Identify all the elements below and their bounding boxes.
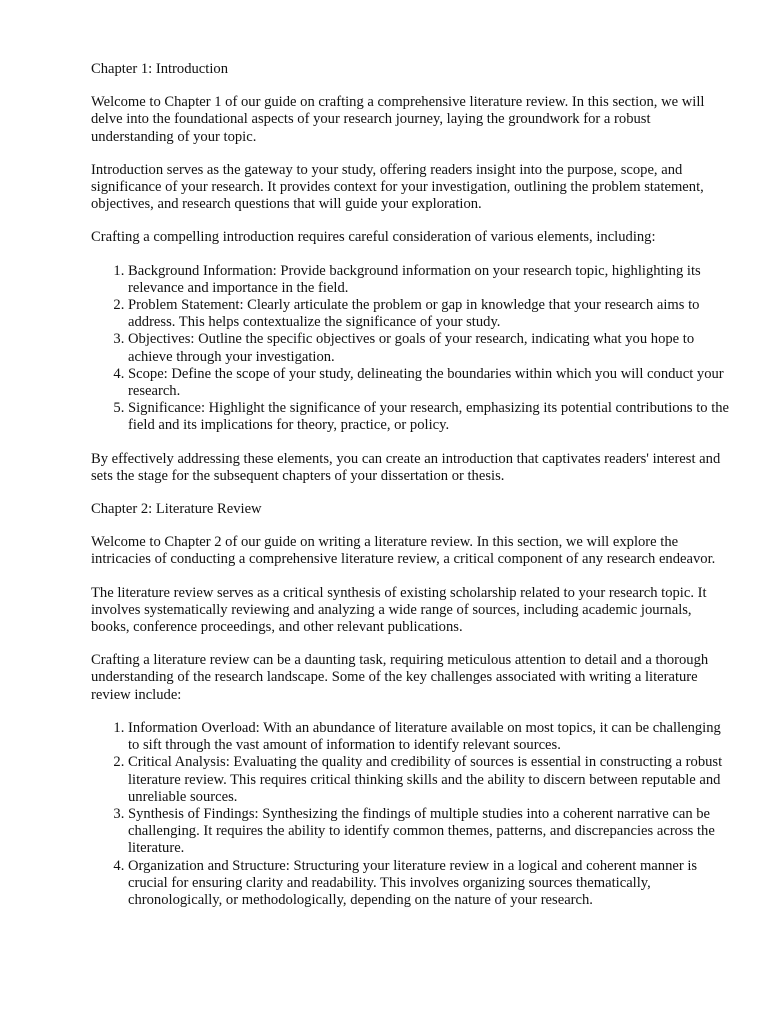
chapter-1-paragraph: Crafting a compelling introduction requires careful consideration of various elements, including: <box>91 229 656 246</box>
chapter-1-section <box>91 61 731 485</box>
list-item: 1. Background Information: Provide background information on your research topic, highlighting its relevance and importance in the field. <box>128 263 731 297</box>
list-item: 2. Critical Analysis: Evaluating the quality and credibility of sources is essential in constructing a robust literature review. This requires critical thinking skills and the ability to discern between reputable and unreliable sources. <box>128 754 731 806</box>
chapter-2-paragraph: Welcome to Chapter 2 of our guide on writing a literature review. In this section, we will explore the intricacies of conducting a comprehensive literature review, a critical component of any research endeavor. <box>91 534 716 568</box>
chapter-2-paragraph: Crafting a literature review can be a daunting task, requiring meticulous attention to detail and a thorough understanding of the research landscape. Some of the key challenges associated with writing a literature review include: <box>91 652 709 703</box>
chapter-2-paragraph: The literature review serves as a critical synthesis of existing scholarship related to your research topic. It involves systematically reviewing and analyzing a wide range of sources, including academic journals, books, conference proceedings, and other relevant publications. <box>91 584 707 636</box>
chapter-2-challenges-list <box>91 720 731 909</box>
list-item: 1. Information Overload: With an abundance of literature available on most topics, it can be challenging to sift through the vast amount of information to identify relevant sources. <box>128 720 731 754</box>
chapter-2-section <box>91 501 731 909</box>
chapter-1-paragraph: Welcome to Chapter 1 of our guide on crafting a comprehensive literature review. In this section, we will delve into the foundational aspects of your research journey, laying the groundwork for a robust understanding of your topic. <box>91 94 705 145</box>
list-item: 3. Objectives: Outline the specific objectives or goals of your research, indicating what you hope to achieve through your investigation. <box>128 331 731 365</box>
document-page <box>91 61 731 925</box>
list-item: 2. Problem Statement: Clearly articulate the problem or gap in knowledge that your research aims to address. This helps contextualize the significance of your study. <box>128 297 731 331</box>
list-item: 5. Significance: Highlight the significance of your research, emphasizing its potential contributions to the field and its implications for theory, practice, or policy. <box>128 400 731 434</box>
chapter-1-heading: Chapter 1: Introduction <box>91 61 228 77</box>
chapter-1-paragraph: Introduction serves as the gateway to your study, offering readers insight into the purpose, scope, and significance of your research. It provides context for your investigation, outlining the problem statement, objectives, and research questions that will guide your exploration. <box>91 161 704 213</box>
list-item: 3. Synthesis of Findings: Synthesizing the findings of multiple studies into a coherent narrative can be challenging. It requires the ability to identify common themes, patterns, and discrepancies across the literature. <box>128 806 731 858</box>
chapter-2-heading: Chapter 2: Literature Review <box>91 501 262 518</box>
list-item: 4. Scope: Define the scope of your study, delineating the boundaries within which you will conduct your research. <box>128 366 731 400</box>
chapter-1-elements-list <box>91 263 731 435</box>
chapter-1-closing-paragraph: By effectively addressing these elements, you can create an introduction that captivates readers' interest and sets the stage for the subsequent chapters of your dissertation or thesis. <box>91 450 721 484</box>
list-item: 4. Organization and Structure: Structuring your literature review in a logical and coherent manner is crucial for ensuring clarity and readability. This involves organizing sources thematically, chronologically, or methodologically, depending on the nature of your research. <box>128 858 731 910</box>
